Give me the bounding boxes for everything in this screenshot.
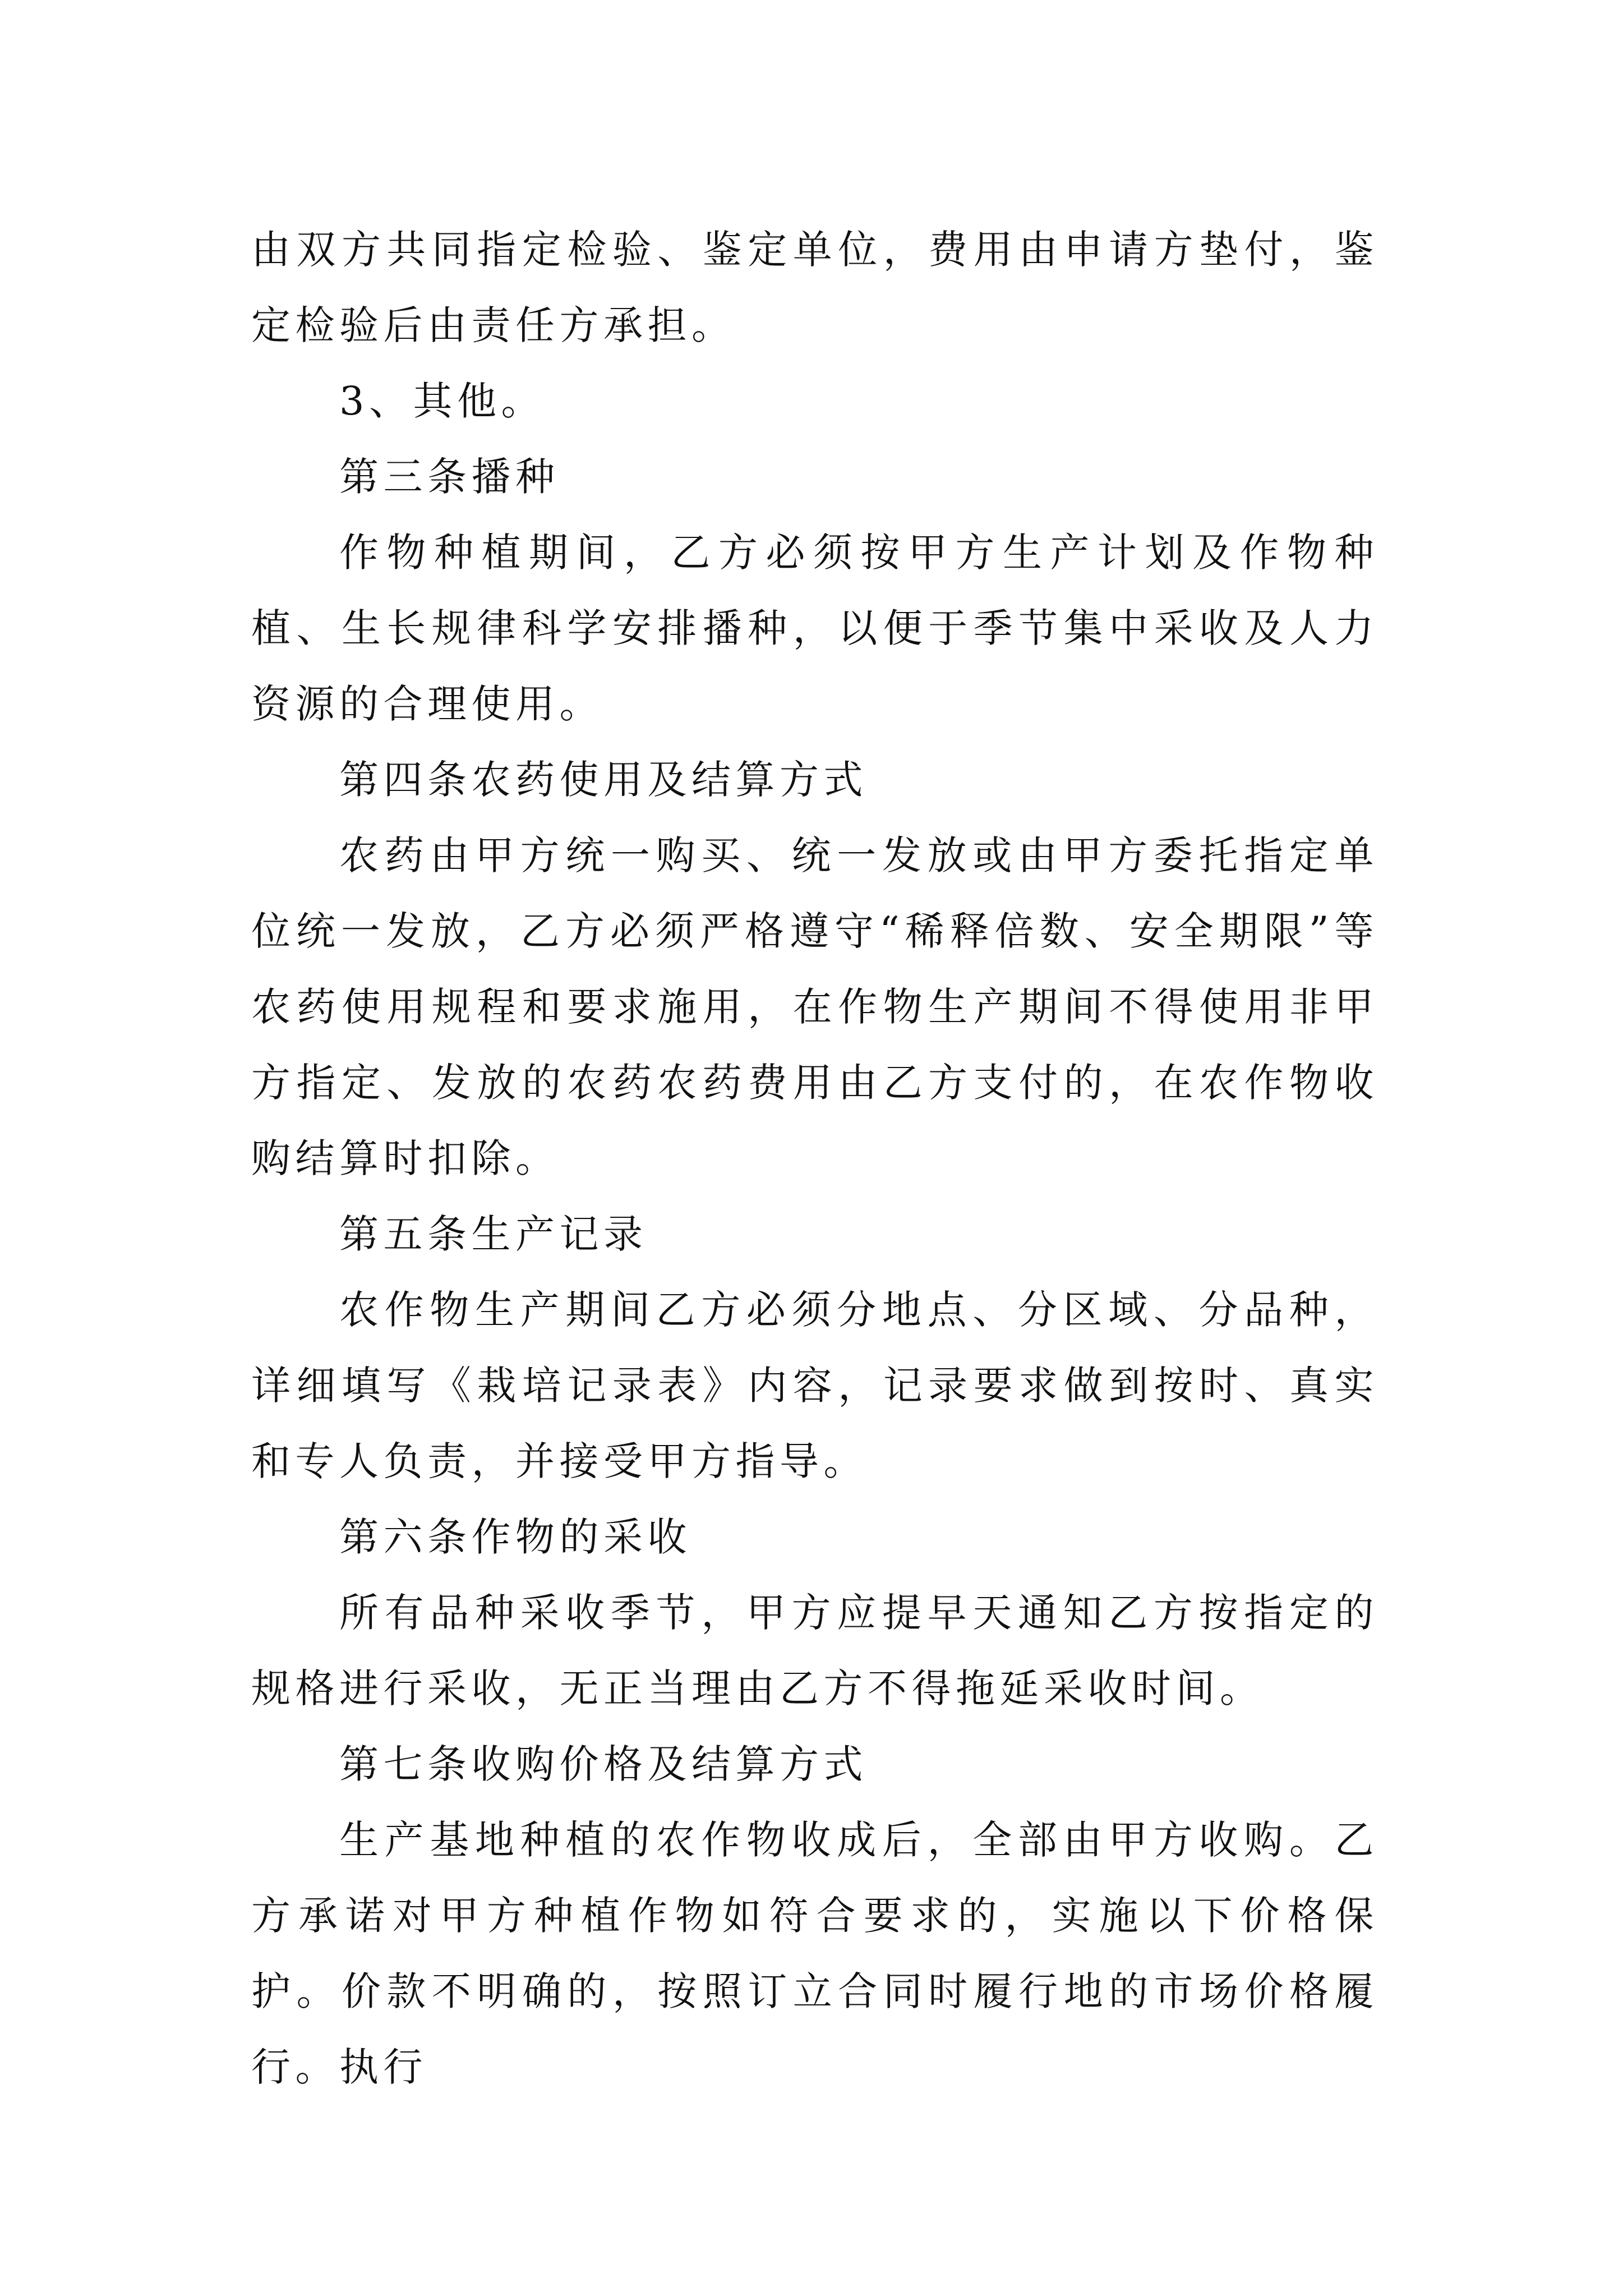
paragraph-inspection-continuation: 由双方共同指定检验、鉴定单位，费用由申请方垫付，鉴定检验后由责任方承担。 (251, 227, 1378, 348)
item-others: 3、其他。 (339, 378, 546, 424)
heading-article-5-production-record: 第五条生产记录 (339, 1211, 648, 1257)
heading-article-3-sowing: 第三条播种 (339, 454, 560, 500)
heading-article-4-pesticide: 第四条农药使用及结算方式 (339, 757, 868, 803)
paragraph-pesticide: 农药由甲方统一购买、统一发放或由甲方委托指定单位统一发放，乙方必须严格遵守“稀释倍数、安全期限”等农药使用规程和要求施用，在作物生产期间不得使用非甲方指定、发放的农药农药费用由乙方支付的，在农作物收购结算时扣除。 (251, 832, 1378, 1181)
heading-article-6-harvest: 第六条作物的采收 (339, 1514, 691, 1560)
paragraph-production-record: 农作物生产期间乙方必须分地点、分区域、分品种，详细填写《栽培记录表》内容，记录要求做到按时、真实和专人负责，并接受甲方指导。 (251, 1287, 1378, 1484)
heading-article-7-purchase-price: 第七条收购价格及结算方式 (339, 1741, 868, 1787)
paragraph-sowing: 作物种植期间，乙方必须按甲方生产计划及作物种植、生长规律科学安排播种，以便于季节集中采收及人力资源的合理使用。 (251, 530, 1378, 727)
paragraph-harvest: 所有品种采收季节，甲方应提早天通知乙方按指定的规格进行采收，无正当理由乙方不得拖延采收时间。 (251, 1590, 1378, 1711)
document-body (251, 212, 1378, 2105)
paragraph-purchase-price: 生产基地种植的农作物收成后，全部由甲方收购。乙方承诺对甲方种植作物如符合要求的，实施以下价格保护。价款不明确的，按照订立合同时履行地的市场价格履行。执行 (251, 1817, 1378, 2090)
